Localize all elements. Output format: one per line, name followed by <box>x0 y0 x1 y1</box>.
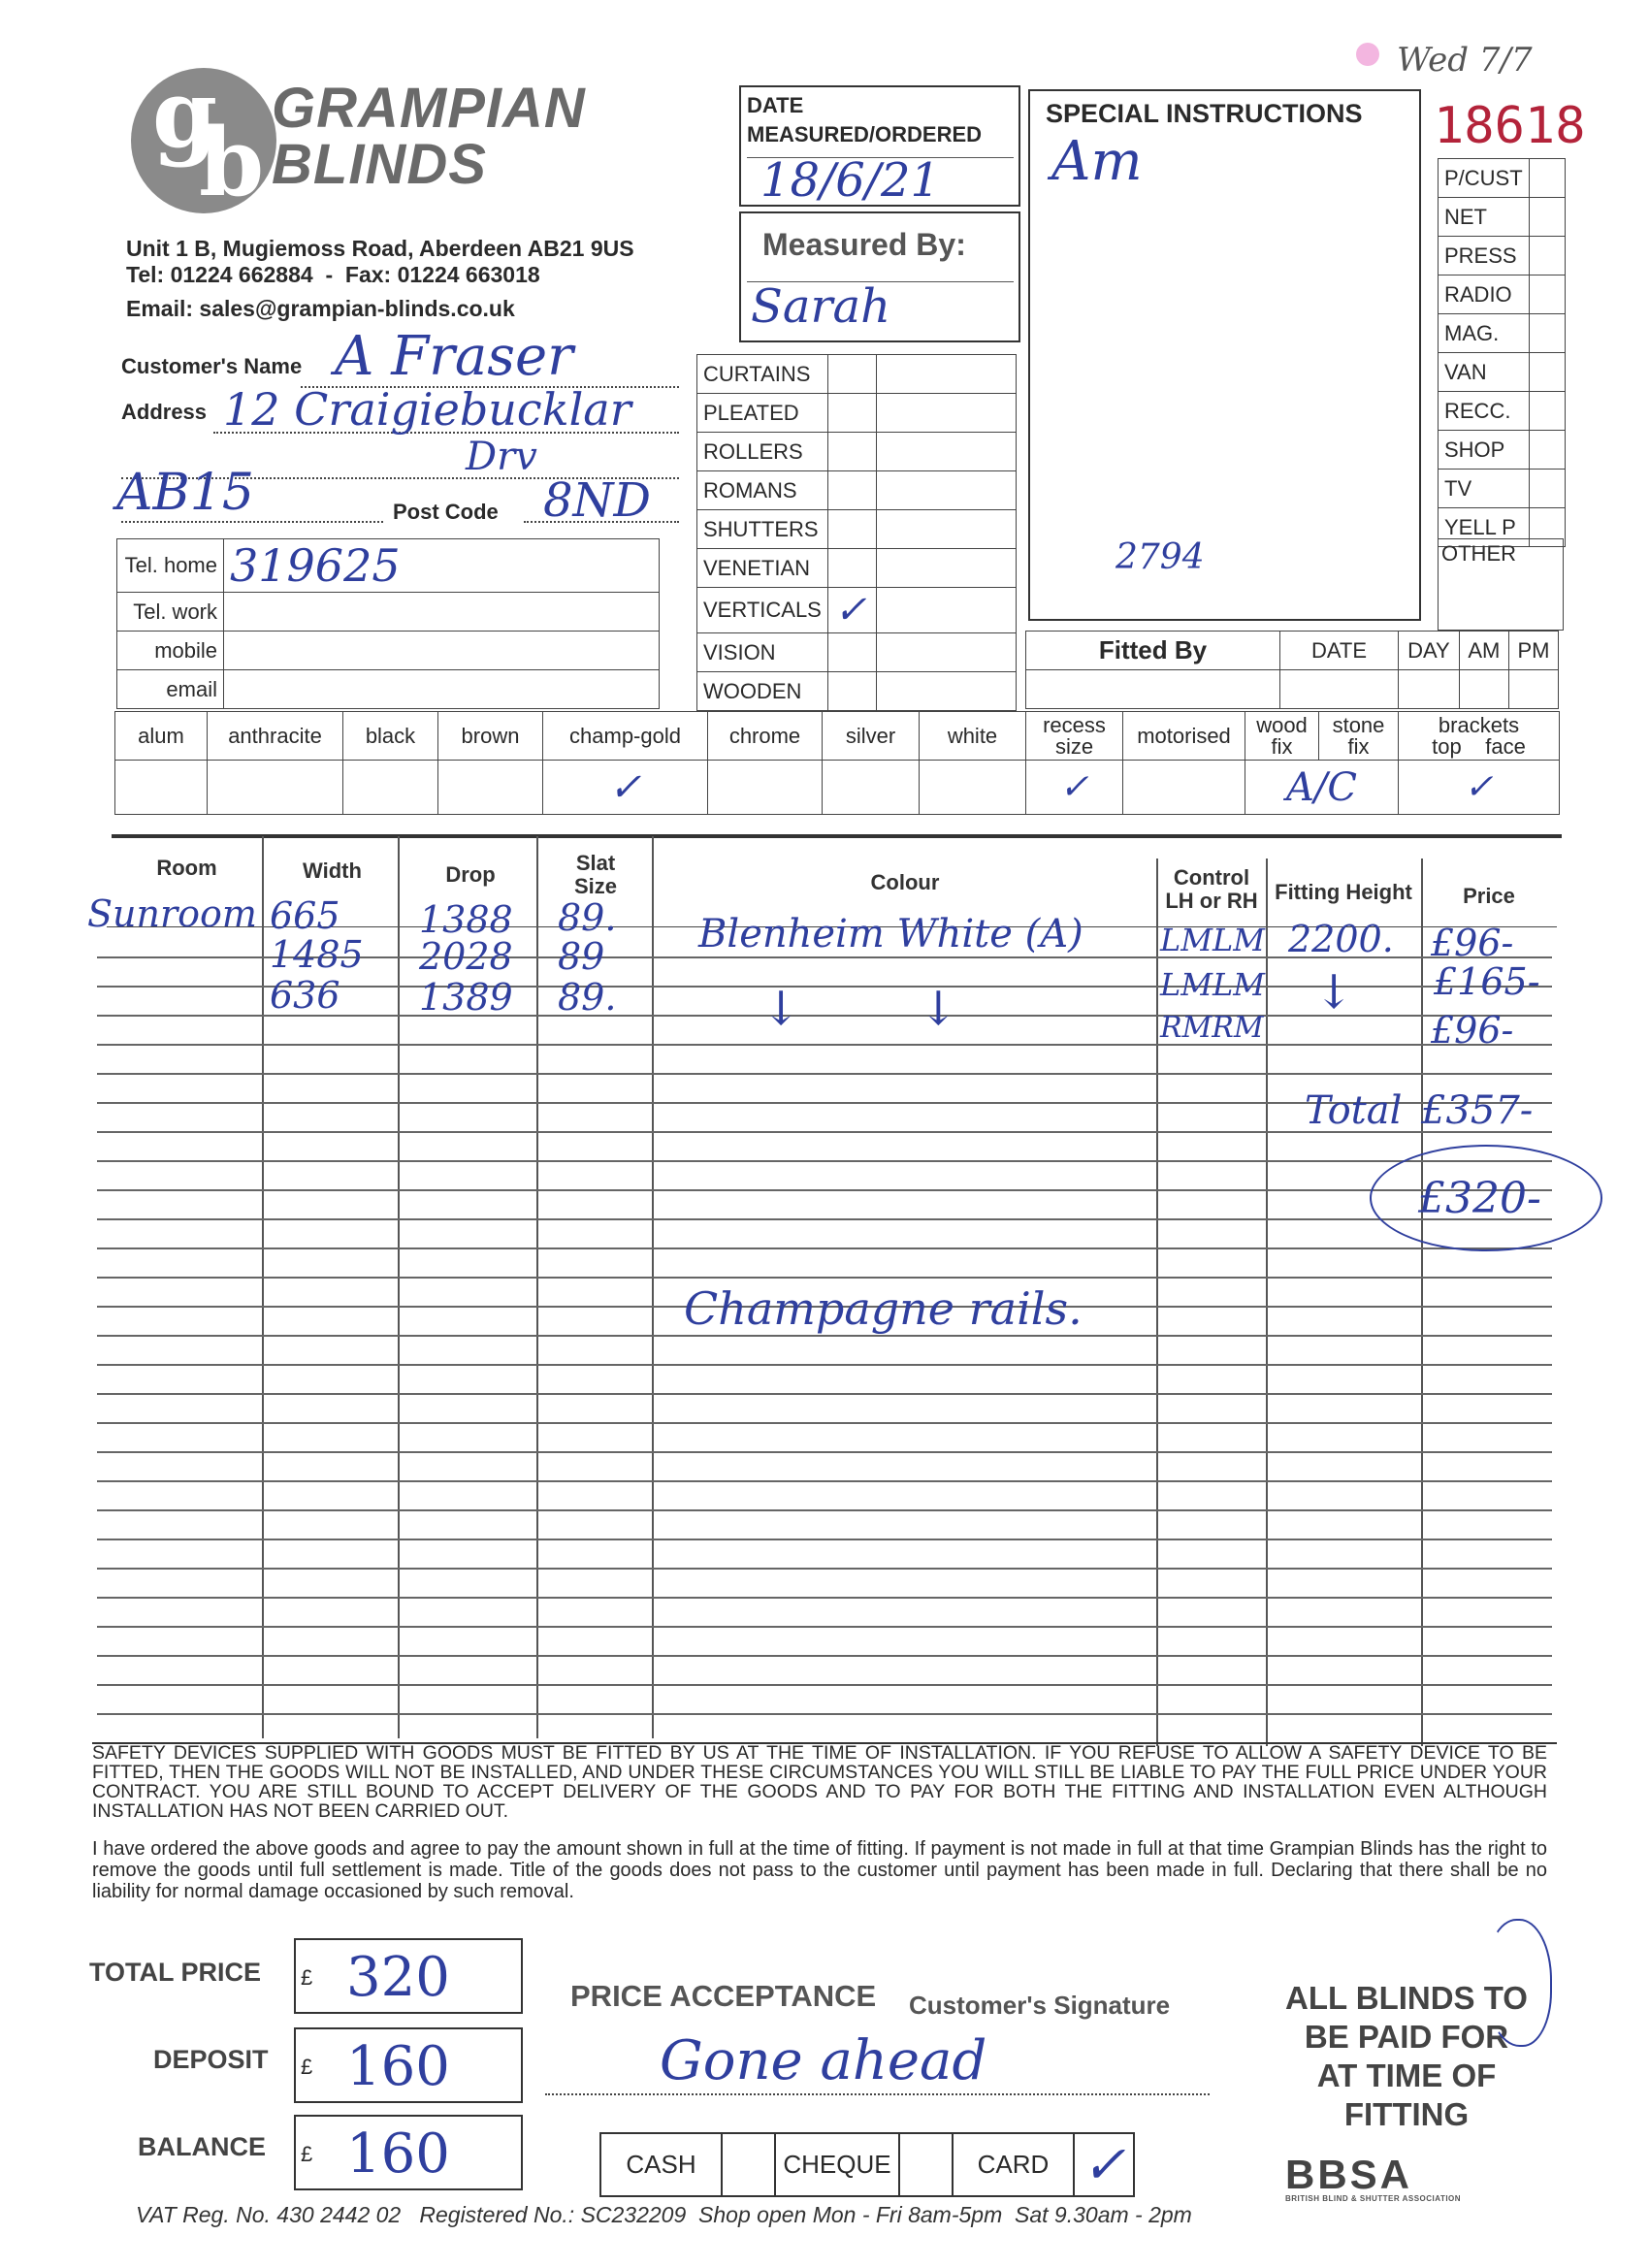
item-width: 1485 <box>270 933 364 976</box>
product-row <box>697 394 1017 433</box>
items-row-line <box>97 1277 1552 1279</box>
deposit-value: 160 <box>346 2035 450 2098</box>
opt-wood-line1: wood <box>1256 712 1308 737</box>
item-width: 636 <box>270 974 340 1017</box>
items-row-line <box>97 1160 1552 1162</box>
item-drop: 1389 <box>419 976 513 1019</box>
items-header-slat <box>538 852 653 898</box>
product-row <box>697 471 1017 510</box>
item-fitting: ↓ <box>1314 965 1354 1020</box>
fitted-pm-label: PM <box>1508 632 1558 670</box>
item-price: £96- <box>1431 1009 1514 1052</box>
items-header-room: Room <box>156 856 217 880</box>
product-mark <box>828 433 877 471</box>
items-col-line <box>652 836 654 1738</box>
price-acceptance-sub: Customer's Signature <box>909 1991 1171 2020</box>
source-row <box>1439 198 1566 237</box>
items-row-line <box>97 1655 1552 1657</box>
company-phone: Tel: 01224 662884 - Fax: 01224 663018 <box>126 262 540 287</box>
product-row <box>697 433 1017 471</box>
payment-method-row <box>600 2133 1134 2196</box>
items-header-price: Price <box>1463 884 1515 908</box>
special-instructions-box <box>1028 89 1421 621</box>
items-header-control <box>1157 866 1266 913</box>
opt-brackets-label: brackets <box>1438 712 1520 737</box>
items-row-line <box>97 1189 1552 1191</box>
items-row-line <box>97 1509 1552 1511</box>
opt-recess-line2: size <box>1054 733 1094 759</box>
customer-name-label: Customer's Name <box>121 354 303 378</box>
item-control: RMRM <box>1160 1011 1264 1045</box>
opt-recess-line1: recess <box>1043 712 1106 737</box>
opt-top-label: top <box>1432 733 1462 759</box>
source-row <box>1439 470 1566 508</box>
company-email: Email: sales@grampian-blinds.co.uk <box>126 296 515 321</box>
item-fitting: 2200. <box>1288 918 1394 960</box>
source-row <box>1439 237 1566 275</box>
items-col-line <box>1156 859 1158 1746</box>
product-mark: ✓ <box>828 588 877 633</box>
safety-text: SAFETY DEVICES SUPPLIED WITH GOODS MUST BE FITTED BY US AT THE TIME OF INSTALLATION. IF YOU REFUSE TO ALLOW A SAFETY DEVICE TO BE FITTED, THEN THE GOODS WILL NOT BE INSTALLED, AND UNDER THESE CIRCUMSTANCES YOU WILL STILL BE LIABLE TO PAY THE FULL PRICE UNDER YOUR CONTRACT. YOU ARE STILL BOUND TO ACCEPT DELIVERY OF THE GOODS AND TO PAY FOR BOTH THE FITTING AND INSTALLATION EVEN ALTHOUGH INSTALLATION HAS NOT BEEN CARRIED OUT. <box>92 1742 1547 1822</box>
product-mark <box>828 394 877 433</box>
items-row-line <box>97 1451 1552 1453</box>
items-row-line <box>97 1713 1552 1715</box>
items-row-line <box>97 1597 1552 1599</box>
opt-stone-line1: stone <box>1332 712 1385 737</box>
items-row-line <box>97 1539 1552 1540</box>
product-label: CURTAINS <box>697 355 828 394</box>
product-row <box>697 588 1017 633</box>
product-row <box>697 510 1017 549</box>
item-room: Sunroom <box>87 892 257 935</box>
items-row-line <box>97 1218 1552 1220</box>
source-row <box>1439 392 1566 431</box>
source-label: NET <box>1439 198 1530 237</box>
source-label: YELL P <box>1439 508 1530 547</box>
recess-mark: ✓ <box>1026 761 1123 815</box>
product-label: SHUTTERS <box>697 510 828 549</box>
notice-line: ALL BLINDS TO <box>1285 1980 1528 2016</box>
top-note: Wed 7/7 <box>1397 41 1533 80</box>
product-mark <box>828 549 877 588</box>
items-header-top-rule <box>112 834 1562 838</box>
opt-white: white <box>920 712 1026 761</box>
postcode-label: Post Code <box>393 500 499 524</box>
postcode-value: 8ND <box>543 473 652 528</box>
item-control: LMLM <box>1160 966 1266 1003</box>
special-instructions-value: Am <box>1051 130 1143 193</box>
wood-stone-mark: A/C <box>1245 761 1399 815</box>
company-name-line2: BLINDS <box>272 133 487 196</box>
date-box <box>739 85 1020 207</box>
opt-anthracite: anthracite <box>208 712 343 761</box>
product-mark <box>828 672 877 711</box>
address-value-2: Drv <box>466 435 537 479</box>
product-type-table <box>696 354 1017 711</box>
top-mark: ✓ <box>1399 761 1560 815</box>
payment-card-label: CARD <box>953 2133 1074 2196</box>
currency-symbol: £ <box>301 2142 313 2166</box>
source-row <box>1439 431 1566 470</box>
terms-text: I have ordered the above goods and agree to pay the amount shown in full at the time of fitting. If payment is not made in full at that time Grampian Blinds has the right to remove the goods until full settlement is made. Title of the goods does not pass to the customer until payment has been made in full. Declaring that there shall be no liability for normal damage occasioned by such removal. <box>92 1838 1547 1902</box>
items-row-line <box>97 1335 1552 1337</box>
measured-by-box <box>739 211 1020 342</box>
items-row-line <box>97 1247 1552 1249</box>
items-header-colour: Colour <box>870 870 940 894</box>
items-header-control-line1: Control <box>1173 865 1250 890</box>
product-label: PLEATED <box>697 394 828 433</box>
contact-row-work <box>117 593 660 632</box>
options-table <box>114 711 1560 815</box>
product-row <box>697 672 1017 711</box>
balance-label: BALANCE <box>138 2132 266 2161</box>
source-label: PRESS <box>1439 237 1530 275</box>
opt-chrome: chrome <box>708 712 823 761</box>
payment-cheque-mark <box>899 2133 953 2196</box>
source-other-box <box>1438 538 1564 631</box>
product-mark <box>828 510 877 549</box>
address-value-1: 12 Craigiebucklar <box>223 383 631 436</box>
source-label: RADIO <box>1439 275 1530 314</box>
source-label: TV <box>1439 470 1530 508</box>
fitted-day-label: DAY <box>1399 632 1460 670</box>
payment-cheque-label: CHEQUE <box>775 2133 899 2196</box>
date-label: DATE MEASURED/ORDERED <box>747 93 983 146</box>
deposit-label: DEPOSIT <box>153 2045 269 2074</box>
opt-champ-gold: champ-gold <box>543 712 708 761</box>
fitted-by-table <box>1025 631 1559 709</box>
company-address: Unit 1 B, Mugiemoss Road, Aberdeen AB21 9US <box>126 236 634 261</box>
opt-stone-fix <box>1319 712 1399 761</box>
product-mark <box>828 355 877 394</box>
special-instructions-note: 2794 <box>1116 537 1205 577</box>
contact-label: Tel. work <box>117 593 224 632</box>
total-price-value: 320 <box>346 1946 450 2009</box>
town-line <box>121 521 383 523</box>
items-col-line <box>398 836 400 1738</box>
fitted-by-row <box>1026 670 1559 709</box>
item-colour: ↓ ↓ <box>761 982 958 1036</box>
items-row-line <box>97 1684 1552 1686</box>
item-price: £96- <box>1431 922 1514 964</box>
items-col-line <box>536 836 538 1738</box>
contact-row-email <box>117 670 660 709</box>
total-price-box <box>294 1938 523 2014</box>
items-row-line <box>97 1044 1552 1046</box>
contact-row-home <box>117 539 660 593</box>
product-row <box>697 633 1017 672</box>
special-instructions-label: SPECIAL INSTRUCTIONS <box>1046 99 1363 128</box>
source-row <box>1439 314 1566 353</box>
notice-line: BE PAID FOR <box>1304 2019 1509 2055</box>
items-header-slat-line1: Slat <box>575 851 616 875</box>
order-number: 18618 <box>1434 97 1586 155</box>
balance-value: 160 <box>346 2122 450 2186</box>
total-value: £357- <box>1421 1088 1534 1133</box>
measured-by-value: Sarah <box>751 279 890 334</box>
source-label: VAN <box>1439 353 1530 392</box>
product-label: VISION <box>697 633 828 672</box>
items-header-slat-line2: Size <box>573 874 618 898</box>
company-name-line1: GRAMPIAN <box>272 77 586 140</box>
currency-symbol: £ <box>301 1965 313 1990</box>
payment-cash-label: CASH <box>600 2133 722 2196</box>
contact-value <box>224 670 660 709</box>
contact-label: mobile <box>117 632 224 670</box>
items-header-fitting: Fitting Height <box>1275 880 1412 904</box>
logo-monogram-g: g <box>152 59 218 169</box>
address-label: Address <box>121 400 208 424</box>
items-row-line <box>97 1422 1552 1424</box>
notice-line: AT TIME OF <box>1316 2057 1497 2093</box>
item-price: £165- <box>1434 960 1540 1003</box>
product-label: WOODEN <box>697 672 828 711</box>
product-mark <box>828 633 877 672</box>
contact-value <box>224 632 660 670</box>
product-row <box>697 549 1017 588</box>
currency-symbol: £ <box>301 2055 313 2079</box>
items-col-line <box>1421 859 1423 1746</box>
contact-value <box>224 593 660 632</box>
source-label: MAG. <box>1439 314 1530 353</box>
bbsa-logo-text: BBSA <box>1285 2152 1413 2197</box>
opt-face-label: face <box>1485 733 1526 759</box>
source-label: P/CUST <box>1439 159 1530 198</box>
product-label: VENETIAN <box>697 549 828 588</box>
source-label: SHOP <box>1439 431 1530 470</box>
final-price-value: £320- <box>1418 1174 1541 1223</box>
opt-stone-line2: fix <box>1347 733 1370 759</box>
price-acceptance-label: PRICE ACCEPTANCE <box>570 1979 877 2013</box>
items-row-line <box>97 1568 1552 1570</box>
company-logo <box>131 59 586 223</box>
product-label: VERTICALS <box>697 588 828 633</box>
opt-silver: silver <box>823 712 920 761</box>
items-col-line <box>262 836 264 1738</box>
items-row-line <box>97 1626 1552 1628</box>
items-row-line <box>97 1393 1552 1395</box>
payment-method-table <box>599 2132 1135 2197</box>
items-col-line <box>1266 859 1268 1746</box>
item-drop: 2028 <box>419 935 513 978</box>
payment-cash-mark <box>722 2133 775 2196</box>
options-mark-row <box>115 761 1560 815</box>
opt-motorised: motorised <box>1123 712 1245 761</box>
item-slat: 89. <box>558 976 617 1019</box>
contact-label: email <box>117 670 224 709</box>
source-row <box>1439 275 1566 314</box>
opt-brackets <box>1399 712 1560 761</box>
opt-brown: brown <box>438 712 543 761</box>
fitted-am-label: AM <box>1459 632 1508 670</box>
footer-text: VAT Reg. No. 430 2442 02 Registered No.: SC232209 Shop open Mon - Fri 8am-5pm Sat 9.30am - 2pm <box>136 2202 1192 2227</box>
opt-recess-size <box>1026 712 1123 761</box>
options-header-row <box>115 712 1560 761</box>
blue-scribble <box>1484 1919 1552 2047</box>
bbsa-logo-sub: BRITISH BLIND & SHUTTER ASSOCIATION <box>1285 2194 1462 2203</box>
fitted-by-header <box>1026 632 1559 670</box>
customer-name-value: A Fraser <box>335 325 573 388</box>
town-value: AB15 <box>116 464 254 522</box>
item-colour: Blenheim White (A) <box>698 912 1083 956</box>
notice-line: FITTING <box>1343 2096 1470 2132</box>
bbsa-logo <box>1285 2152 1518 2203</box>
contact-label: Tel. home <box>117 539 224 593</box>
source-other: OTHER <box>1441 541 1516 566</box>
source-label: RECC. <box>1439 392 1530 431</box>
product-label: ROLLERS <box>697 433 828 471</box>
contact-value: 319625 <box>224 539 660 593</box>
items-row-line <box>97 1480 1552 1482</box>
logo-monogram-b: b <box>199 108 265 217</box>
item-note: Champagne rails. <box>684 1282 1083 1335</box>
items-header-control-line2: LH or RH <box>1165 889 1258 913</box>
date-value: 18/6/21 <box>760 153 941 208</box>
items-header-drop: Drop <box>445 862 496 887</box>
product-row <box>697 355 1017 394</box>
deposit-box <box>294 2027 523 2103</box>
item-width: 665 <box>270 894 340 937</box>
contact-row-mobile <box>117 632 660 670</box>
balance-box <box>294 2115 523 2190</box>
signature-line <box>545 2093 1210 2095</box>
product-label: ROMANS <box>697 471 828 510</box>
fitted-date-label: DATE <box>1280 632 1399 670</box>
items-row-line <box>97 1364 1552 1366</box>
item-control: LMLM <box>1160 922 1266 958</box>
product-mark <box>828 471 877 510</box>
signature-value: Gone ahead <box>660 2029 987 2092</box>
source-row <box>1439 159 1566 198</box>
item-slat: 89 <box>558 935 605 978</box>
payment-card-mark: ✓ <box>1074 2133 1134 2196</box>
opt-black: black <box>343 712 438 761</box>
item-slat: 89. <box>558 896 617 939</box>
total-label: Total <box>1305 1088 1403 1133</box>
source-row <box>1439 353 1566 392</box>
source-table <box>1438 158 1566 547</box>
total-price-label: TOTAL PRICE <box>89 1958 262 1987</box>
item-drop: 1388 <box>419 898 513 941</box>
opt-alum: alum <box>115 712 208 761</box>
contact-table <box>116 538 660 709</box>
pink-dot <box>1356 43 1379 66</box>
champ-gold-mark: ✓ <box>543 761 708 815</box>
opt-wood-fix <box>1245 712 1319 761</box>
items-header-width: Width <box>303 859 362 883</box>
fitted-by-label: Fitted By <box>1026 632 1280 670</box>
opt-wood-line2: fix <box>1271 733 1293 759</box>
items-row-line <box>97 1073 1552 1075</box>
measured-by-label: Measured By: <box>762 227 966 262</box>
